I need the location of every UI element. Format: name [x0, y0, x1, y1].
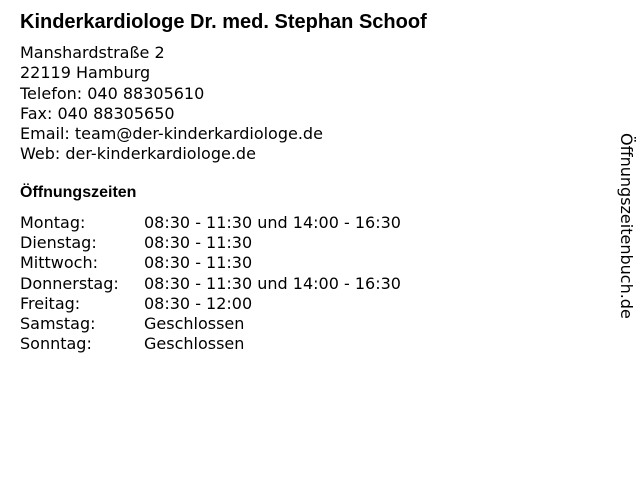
hours-time: Geschlossen [144, 313, 245, 333]
hours-time: 08:30 - 11:30 und 14:00 - 16:30 [144, 273, 401, 293]
brand-watermark: Öffnungszeitenbuch.de [617, 133, 636, 319]
hours-day: Samstag: [20, 313, 96, 333]
hours-heading: Öffnungszeiten [20, 184, 137, 201]
address-city: 22119 Hamburg [20, 63, 151, 83]
hours-day: Sonntag: [20, 334, 92, 354]
website: Web: der-kinderkardiologe.de [20, 144, 256, 164]
address-street: Manshardstraße 2 [20, 43, 165, 62]
hours-time: Geschlossen [144, 334, 245, 354]
hours-time: 08:30 - 12:00 [144, 293, 253, 313]
hours-day: Mittwoch: [20, 253, 98, 273]
hours-time: 08:30 - 11:30 [144, 233, 253, 253]
hours-day: Montag: [20, 213, 86, 232]
fax-number: Fax: 040 88305650 [20, 103, 175, 123]
hours-day: Freitag: [20, 293, 81, 313]
hours-time: 08:30 - 11:30 und 14:00 - 16:30 [144, 213, 401, 232]
hours-day: Donnerstag: [20, 273, 119, 293]
hours-time: 08:30 - 11:30 [144, 253, 253, 273]
contact-block [20, 43, 323, 165]
hours-day: Dienstag: [20, 233, 97, 253]
email-address: Email: team@der-kinderkardiologe.de [20, 124, 323, 144]
phone-number: Telefon: 040 88305610 [20, 83, 205, 103]
business-title: Kinderkardiologe Dr. med. Stephan Schoof [20, 11, 427, 33]
